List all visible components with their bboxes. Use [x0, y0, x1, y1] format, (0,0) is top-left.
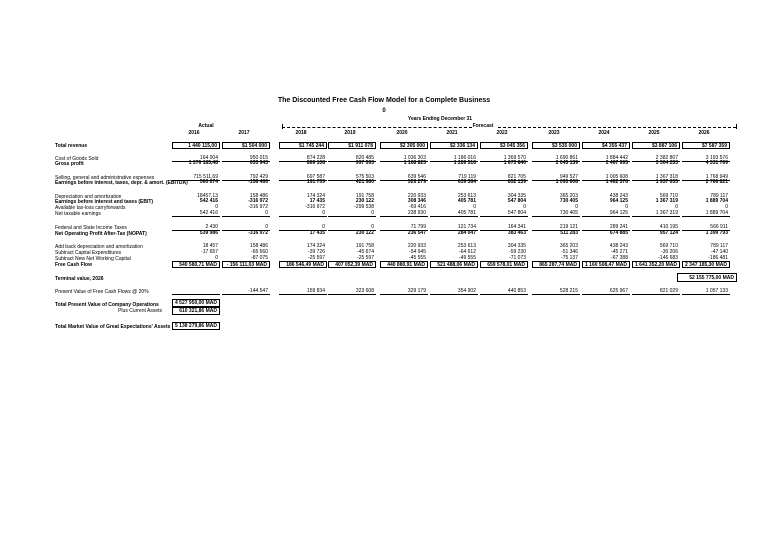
cell-capex-2023: -51 346 [561, 249, 578, 255]
year-header-2020: 2020 [396, 130, 408, 136]
cell-gross-profit-2017: 633 943 [249, 160, 268, 166]
cell-ebitda-2026: 2 766 821 [705, 179, 728, 185]
cell-fcf-2021: 521 488,06 MAD [430, 261, 478, 268]
cell-sga-2023: 949 527 [532, 174, 580, 181]
year-header-2021: 2021 [446, 130, 458, 136]
cell-loss-carry-2017: -316 972 [248, 204, 268, 210]
cell-total-revenue-2018: $1 745 244 [279, 142, 327, 149]
year-header-2019: 2019 [344, 130, 356, 136]
cell-nopat-2026: 1 399 793 [705, 230, 728, 236]
cell-fcf-2024: 1 160 508,47 MAD [582, 261, 630, 268]
cell-nopat-2019: 230 122 [355, 230, 374, 236]
cell-sga-2021: 719 119 [430, 174, 478, 181]
cell-net-taxable-2026: 1 889 704 [682, 210, 730, 217]
cell-ebit-2023: 730 405 [559, 198, 578, 204]
year-header-2022: 2022 [496, 130, 508, 136]
cell-nwc-2017: -87 075 [222, 255, 270, 262]
row-label-ebit: Earnings before interest and taxes (EBIT) [55, 199, 154, 205]
cell-gross-profit-2019: 997 593 [355, 160, 374, 166]
cell-sga-2018: 697 587 [279, 174, 327, 181]
forecast-header: Forecast [472, 123, 494, 129]
pv-ops-label: Total Present Value of Company Operations [55, 302, 159, 308]
cell-da-2023: 365 203 [559, 193, 578, 199]
cell-ebit-2020: 308 346 [407, 198, 426, 204]
cell-fcf-2020: 440 880,91 MAD [380, 261, 428, 268]
cell-capex-2020: -54 945 [409, 249, 426, 255]
row-label-da: Depreciation and amortization [55, 194, 122, 200]
cell-net-taxable-2023: 730 405 [532, 210, 580, 217]
cell-loss-carry-2020: -69 416 [409, 204, 426, 210]
cell-total-revenue-2019: $1 911 078 [328, 142, 376, 149]
cell-pv-2017: -144 547 [222, 288, 270, 295]
terminal-label: Terminal value, 2026 [55, 276, 104, 282]
row-label-pv: Present Value of Free Cash Flows @ 20% [55, 289, 149, 295]
cell-ebitda-2025: 1 937 035 [655, 179, 678, 185]
cell-capex-2024: -45 271 [611, 249, 628, 255]
cell-cogs-2017: 950 015 [222, 155, 270, 162]
cell-net-taxable-2018: 0 [279, 210, 327, 217]
cell-ebitda-2021: 639 384 [457, 179, 476, 185]
cell-taxes-2018: 0 [279, 224, 327, 231]
cell-nwc-2018: -25 597 [279, 255, 327, 262]
forecast-tick-right [736, 124, 737, 129]
row-label-net-taxable: Net taxable earnings [55, 211, 101, 217]
cell-add-back-2021: 253 613 [457, 243, 476, 249]
year-header-2016: 2016 [188, 130, 200, 136]
cell-gross-profit-2016: 1 276 185,48 [188, 160, 218, 166]
cell-nopat-2024: 674 885 [609, 230, 628, 236]
cell-total-revenue-2025: $3 887 106 [632, 142, 680, 149]
cell-nwc-2016: 0 [172, 255, 220, 262]
cell-total-revenue-2017: $1 504 000 [222, 142, 270, 149]
cell-sga-2026: 1 768 949 [682, 174, 730, 181]
cell-gross-profit-2024: 2 467 995 [605, 160, 628, 166]
cell-cogs-2023: 1 690 861 [532, 155, 580, 162]
cell-add-back-2022: 304 335 [507, 243, 526, 249]
cell-pv-2018: 159 834 [279, 288, 327, 295]
cell-cogs-2021: 1 186 016 [430, 155, 478, 162]
year-header-2025: 2025 [648, 130, 660, 136]
forecast-tick-left [282, 124, 283, 129]
cell-fcf-2023: 865 287,74 MAD [532, 261, 580, 268]
cell-ebit-2017: -316 972 [248, 198, 268, 204]
cell-capex-2016: -17 657 [201, 249, 218, 255]
cell-add-back-2024: 438 243 [609, 243, 628, 249]
cell-pv-2019: 323 608 [328, 288, 376, 295]
cell-add-back-2025: 569 710 [659, 243, 678, 249]
cell-fcf-2016: 540 580,71 MAD [172, 261, 220, 268]
cell-capex-2026: -47 140 [711, 249, 728, 255]
year-header-2018: 2018 [295, 130, 307, 136]
cell-da-2026: 789 117 [710, 193, 728, 199]
cell-add-back-2019: 191 758 [355, 243, 374, 249]
cell-ebit-2018: 17 435 [309, 198, 325, 204]
cell-pv-2023: 528 215 [532, 288, 580, 295]
row-label-cogs: Cost of Goods Sold [55, 156, 99, 162]
cell-net-taxable-2020: 238 930 [380, 210, 428, 217]
cell-total-revenue-2023: $3 535 000 [532, 142, 580, 149]
row-label-loss-carry: Available tax-loss carryforwards [55, 205, 126, 211]
cell-loss-carry-2019: -299 538 [354, 204, 374, 210]
cell-net-taxable-2025: 1 367 319 [632, 210, 680, 217]
cell-ebit-2026: 1 889 704 [705, 198, 728, 204]
cell-taxes-2019: 0 [328, 224, 376, 231]
cell-loss-carry-2024: 0 [625, 204, 628, 210]
plus-assets-label: Plus Current Assets [118, 308, 162, 314]
cell-sga-2016: 715 511,69 [172, 174, 220, 181]
year-header-2017: 2017 [238, 130, 250, 136]
cell-nopat-2023: 511 283 [560, 230, 578, 236]
cell-capex-2021: -64 612 [459, 249, 476, 255]
cell-loss-carry-2021: 0 [473, 204, 476, 210]
zero-marker: 0 [382, 108, 386, 114]
year-header-2026: 2026 [698, 130, 710, 136]
cell-taxes-2020: 71 799 [380, 224, 428, 231]
cell-net-taxable-2024: 964 125 [582, 210, 630, 217]
forecast-dash-left [282, 127, 472, 128]
cell-ebit-2025: 1 367 319 [655, 198, 678, 204]
cell-gross-profit-2021: 1 289 516 [453, 160, 476, 166]
cell-nopat-2021: 284 047 [457, 230, 476, 236]
cell-fcf-2022: 659 578,01 MAD [480, 261, 528, 268]
cell-total-revenue-2026: $7 587 359 [682, 142, 730, 149]
cell-net-taxable-2016: 542 416 [172, 210, 220, 217]
cell-da-2018: 174 324 [306, 193, 325, 199]
cell-fcf-2026: 2 347 185,30 MAD [682, 261, 730, 268]
cell-gross-profit-2023: 2 045 139 [555, 160, 578, 166]
cell-ebitda-2019: 421 980 [355, 179, 374, 185]
cell-cogs-2026: 3 193 576 [682, 155, 730, 162]
cell-nopat-2018: 17 435 [309, 230, 325, 236]
year-header-2023: 2023 [548, 130, 560, 136]
cell-ebitda-2024: 1 462 378 [605, 179, 628, 185]
cell-capex-2017: -65 660 [251, 249, 268, 255]
cell-ebitda-2022: 852 139 [507, 179, 526, 185]
cell-da-2024: 438 243 [609, 193, 628, 199]
cell-add-back-2017: 158 486 [249, 243, 268, 249]
cell-total-revenue-2024: $4 355 437 [582, 142, 630, 149]
cell-add-back-2023: 365 203 [559, 243, 578, 249]
page-title: The Discounted Free Cash Flow Model for a Complete Business [277, 97, 491, 104]
row-label-fcf: Free Cash Flow [55, 262, 92, 268]
cell-ebitda-2017: -158 486 [248, 179, 268, 185]
cell-taxes-2026: 566 911 [682, 224, 730, 231]
forecast-dash-right [498, 127, 736, 128]
cell-sga-2019: 575 503 [328, 174, 376, 181]
cell-nopat-2022: 383 463 [507, 230, 526, 236]
cell-nwc-2023: -75 137 [532, 255, 580, 262]
cell-cogs-2024: 1 884 442 [582, 155, 630, 162]
cell-ebitda-2020: 529 279 [407, 179, 426, 185]
total-mv-value: 5 138 279,86 MAD [172, 322, 220, 330]
cell-nwc-2021: -49 555 [430, 255, 478, 262]
cell-nopat-2016: 539 986 [199, 230, 218, 236]
cell-nopat-2017: -316 972 [248, 230, 268, 236]
cell-pv-2024: 625 967 [582, 288, 630, 295]
cell-da-2022: 304 335 [507, 193, 526, 199]
cell-pv-2025: 821 029 [632, 288, 680, 295]
cell-nwc-2020: -45 555 [380, 255, 428, 262]
cell-sga-2020: 639 546 [380, 174, 428, 181]
cell-pv-2022: 440 853 [480, 288, 528, 295]
cell-total-revenue-2021: $2 336 134 [430, 142, 478, 149]
cell-nwc-2026: -186 481 [682, 255, 730, 262]
cell-taxes-2024: 289 241 [582, 224, 630, 231]
cell-loss-carry-2016: 0 [215, 204, 218, 210]
cell-sga-2022: 821 705 [480, 174, 528, 181]
cell-pv-2021: 354 902 [430, 288, 478, 295]
cell-fcf-2019: 407 052,39 MAD [328, 261, 376, 268]
plus-assets-value: 610 321,86 MAD [172, 307, 220, 315]
cell-cogs-2018: 874 228 [279, 155, 327, 162]
cell-add-back-2016: 18 457 [202, 243, 218, 249]
cell-capex-2019: -45 674 [357, 249, 374, 255]
cell-net-taxable-2022: 547 804 [480, 210, 528, 217]
cell-add-back-2020: 220 933 [407, 243, 426, 249]
cell-loss-carry-2022: 0 [523, 204, 526, 210]
cell-add-back-2018: 174 324 [306, 243, 325, 249]
row-label-nwc: Subtract New Net Working Capital [55, 256, 131, 262]
row-label-ebitda: Earnings before interest, taxes, depr. & amort. (EBITDA) [55, 180, 188, 186]
cell-nwc-2024: -67 388 [582, 255, 630, 262]
cell-da-2021: 253 613 [457, 193, 476, 199]
cell-total-revenue-2020: $2 305 000 [380, 142, 428, 149]
cell-taxes-2022: 164 341 [480, 224, 528, 231]
row-label-capex: Subtract Capital Expenditures [55, 250, 122, 256]
row-label-taxes: Federal and State Income Taxes [55, 225, 127, 231]
cell-taxes-2025: 410 195 [632, 224, 680, 231]
cell-add-back-2026: 789 117 [710, 243, 728, 249]
cell-net-taxable-2017: 0 [222, 210, 270, 217]
total-mv-label: Total Market Value of Great Expectations' Assets [55, 324, 171, 330]
cell-fcf-2018: 186 546,49 MAD [279, 261, 327, 268]
cell-gross-profit-2022: 1 673 840 [503, 160, 526, 166]
cell-pv-2020: 329 179 [380, 288, 428, 295]
cell-loss-carry-2023: 0 [575, 204, 578, 210]
cell-cogs-2020: 1 036 303 [380, 155, 428, 162]
terminal-value: 52 155 775,00 MAD [677, 273, 737, 282]
cell-da-2025: 569 710 [659, 193, 678, 199]
cell-net-taxable-2021: 405 781 [430, 210, 478, 217]
cell-gross-profit-2026: 4 531 769 [705, 160, 728, 166]
cell-da-2016: 18457,13 [197, 193, 218, 199]
cell-taxes-2017: 0 [222, 224, 270, 231]
cell-net-taxable-2019: 0 [328, 210, 376, 217]
cell-cogs-2025: 2 382 807 [632, 155, 680, 162]
actual-header: Actual [198, 123, 214, 129]
cell-taxes-2016: 2 430 [172, 224, 220, 231]
cell-da-2019: 191 758 [355, 193, 374, 199]
years-ending-header: Years Ending December 31 [407, 116, 473, 122]
row-label-sga: Selling, general and administrative expenses [55, 175, 155, 181]
cell-loss-carry-2025: 0 [675, 204, 678, 210]
cell-gross-profit-2018: 869 108 [306, 160, 325, 166]
cell-ebitda-2023: 1 095 608 [555, 179, 578, 185]
cell-nwc-2019: -25 597 [328, 255, 376, 262]
cell-nwc-2025: -146 683 [632, 255, 680, 262]
cell-ebitda-2016: 560 674 [199, 179, 218, 185]
cell-cogs-2022: 1 369 570 [480, 155, 528, 162]
cell-sga-2017: 792 429 [222, 174, 270, 181]
cell-ebitda-2018: 191 759 [306, 179, 325, 185]
cell-ebit-2024: 964 125 [609, 198, 628, 204]
row-label-total-revenue: Total revenue [55, 143, 88, 149]
row-label-gross-profit: Gross profit [55, 161, 84, 167]
cell-cogs-2019: 820 485 [328, 155, 376, 162]
cell-ebit-2019: 230 122 [355, 198, 374, 204]
row-label-add-back: Add back depreciation and amortization [55, 244, 143, 250]
cell-ebit-2021: 405 781 [457, 198, 476, 204]
cell-total-revenue-2022: $3 045 356 [480, 142, 528, 149]
cell-pv-2026: 1 057 133 [682, 288, 730, 295]
cell-ebit-2016: 542 416 [199, 198, 218, 204]
cell-nopat-2020: 236 547 [407, 230, 426, 236]
cell-fcf-2025: 1 641 352,20 MAD [632, 261, 680, 268]
year-header-2024: 2024 [598, 130, 610, 136]
cell-gross-profit-2025: 3 304 253 [655, 160, 678, 166]
cell-capex-2018: -39 726 [308, 249, 325, 255]
cell-ebit-2022: 547 804 [507, 198, 526, 204]
cell-nwc-2022: -71 073 [480, 255, 528, 262]
cell-cogs-2016: 164 004 [172, 155, 220, 162]
cell-loss-carry-2018: -316 972 [305, 204, 325, 210]
cell-pv-2016 [172, 288, 220, 295]
cell-capex-2022: -59 230 [509, 249, 526, 255]
cell-capex-2025: -30 206 [661, 249, 678, 255]
row-label-nopat: Net Operating Profit After-Tax (NOPAT) [55, 231, 147, 237]
cell-taxes-2021: 121 734 [430, 224, 478, 231]
cell-total-revenue-2016: 1 440 115,00 [172, 142, 220, 149]
cell-taxes-2023: 219 121 [532, 224, 580, 231]
cell-nopat-2025: 957 124 [659, 230, 678, 236]
cell-loss-carry-2026: 0 [725, 204, 728, 210]
cell-gross-profit-2020: 1 168 825 [403, 160, 426, 166]
cell-fcf-2017: - 156 111,03 MAD [222, 261, 270, 268]
cell-sga-2024: 1 005 608 [582, 174, 630, 181]
cell-da-2017: 158 486 [249, 193, 268, 199]
cell-sga-2025: 1 367 318 [632, 174, 680, 181]
pv-ops-value: 4 527 950,00 MAD [172, 299, 220, 307]
cell-da-2020: 220 933 [407, 193, 426, 199]
